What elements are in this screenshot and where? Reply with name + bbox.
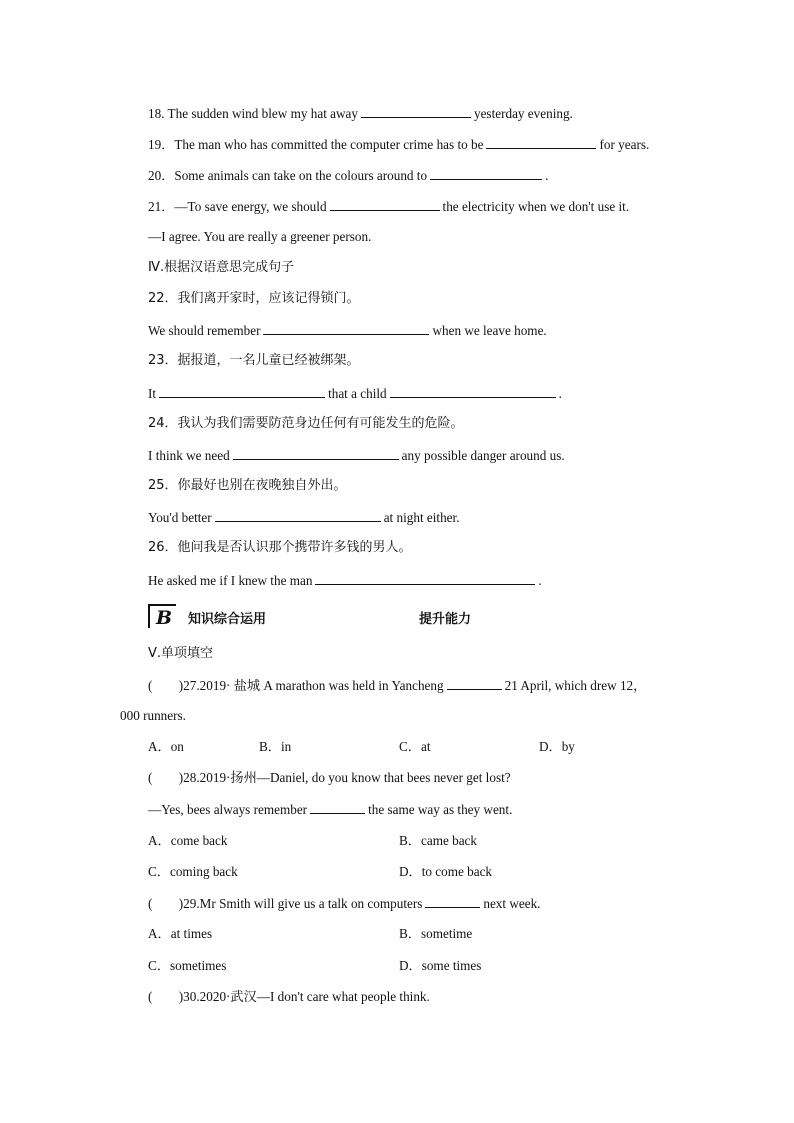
question-23 — [148, 384, 562, 403]
q22-stem: We should remember — [148, 323, 261, 338]
q22-stem-end: when we leave home. — [432, 323, 547, 338]
q28-reply-start: —Yes, bees always remember — [148, 802, 308, 817]
q22-blank[interactable] — [263, 321, 429, 335]
q27-option-c[interactable]: C．at — [399, 739, 431, 754]
section-b-header — [148, 604, 488, 630]
q29-option-c[interactable]: C．sometimes — [148, 958, 227, 973]
q20-blank[interactable] — [430, 166, 542, 180]
q21-stem-end: the electricity when we don't use it. — [442, 199, 630, 214]
q29-stem: 29.Mr Smith will give us a talk on computers — [183, 896, 423, 911]
q27-continuation: 000 runners. — [120, 708, 186, 723]
q27-stem: 27.2019· 盐城 A marathon was held in Yancheng — [183, 678, 444, 693]
q23-chinese: 23．据报道，一名儿童已经被绑架。 — [148, 353, 360, 368]
question-22 — [148, 321, 547, 340]
q28-option-b[interactable]: B．came back — [399, 833, 477, 848]
question-29 — [148, 894, 540, 913]
q22-chinese: 22．我们离开家时，应该记得锁门。 — [148, 291, 360, 306]
q24-stem-end: any possible danger around us. — [401, 448, 565, 463]
q21-blank[interactable] — [330, 197, 440, 211]
q29-option-d[interactable]: D．some times — [399, 958, 482, 973]
q29-stem-end: next week. — [483, 896, 541, 911]
q28-option-a[interactable]: A．come back — [148, 833, 228, 848]
q23-stem-end: . — [558, 386, 562, 401]
q27-option-d[interactable]: D．by — [539, 739, 575, 754]
section-b-badge-icon: B — [148, 604, 176, 628]
q20-stem: 20．Some animals can take on the colours around to — [148, 168, 428, 183]
q26-chinese: 26．他问我是否认识那个携带许多钱的男人。 — [148, 540, 412, 555]
question-19 — [148, 135, 649, 154]
q18-stem-end: yesterday evening. — [473, 106, 573, 121]
q28-blank[interactable] — [310, 800, 365, 814]
section-5-title: Ⅴ.单项填空 — [148, 646, 214, 661]
question-21 — [148, 197, 629, 216]
q27-answer-paren[interactable]: ( ) — [148, 678, 184, 693]
q18-blank[interactable] — [361, 104, 471, 118]
q18-stem: 18. The sudden wind blew my hat away — [148, 106, 358, 121]
question-26 — [148, 571, 542, 590]
q29-option-a[interactable]: A．at times — [148, 926, 213, 941]
q27-blank[interactable] — [447, 676, 502, 690]
q23-blank-2[interactable] — [390, 384, 556, 398]
q25-stem: You'd better — [148, 510, 212, 525]
q21-stem: 21．—To save energy, we should — [148, 199, 327, 214]
q25-chinese: 25．你最好也别在夜晚独自外出。 — [148, 478, 347, 493]
q24-chinese: 24．我认为我们需要防范身边任何有可能发生的危险。 — [148, 416, 464, 431]
q26-stem-end: . — [538, 573, 542, 588]
q19-stem-end: for years. — [599, 137, 650, 152]
q28-option-d[interactable]: D．to come back — [399, 864, 493, 879]
q28-option-c[interactable]: C．coming back — [148, 864, 238, 879]
question-27 — [148, 676, 646, 695]
q28-stem: 28.2019·扬州—Daniel, do you know that bees never get lost? — [183, 770, 511, 785]
q26-stem: He asked me if I knew the man — [148, 573, 313, 588]
q23-stem-mid: that a child — [328, 386, 387, 401]
q21-reply: —I agree. You are really a greener person. — [148, 229, 372, 244]
q20-stem-end: . — [545, 168, 549, 183]
q25-blank[interactable] — [215, 508, 381, 522]
q28-reply-end: the same way as they went. — [368, 802, 513, 817]
q30-answer-paren[interactable]: ( ) — [148, 989, 184, 1004]
q29-blank[interactable] — [425, 894, 480, 908]
q24-stem: I think we need — [148, 448, 230, 463]
question-24 — [148, 446, 565, 465]
q29-answer-paren[interactable]: ( ) — [148, 896, 184, 911]
q28-reply — [148, 800, 512, 819]
q25-stem-end: at night either. — [383, 510, 460, 525]
q28-answer-paren[interactable]: ( ) — [148, 770, 184, 785]
section-4-title: Ⅳ.根据汉语意思完成句子 — [148, 260, 295, 275]
q27-option-a[interactable]: A．on — [148, 739, 184, 754]
q19-blank[interactable] — [486, 135, 596, 149]
section-b-title: 知识综合运用 — [188, 612, 267, 627]
question-25 — [148, 508, 460, 527]
q27-stem-end: 21 April, which drew 12， — [504, 678, 647, 693]
q29-option-b[interactable]: B．sometime — [399, 926, 473, 941]
q23-stem: It — [148, 386, 157, 401]
q23-blank-1[interactable] — [159, 384, 325, 398]
q26-blank[interactable] — [315, 571, 535, 585]
section-b-subtitle: 提升能力 — [419, 612, 472, 627]
question-20 — [148, 166, 548, 185]
q30-stem: 30.2020·武汉—I don't care what people think. — [183, 989, 430, 1004]
question-28 — [148, 769, 511, 787]
question-30 — [148, 988, 430, 1006]
q19-stem: 19．The man who has committed the computer crime has to be — [148, 137, 484, 152]
q24-blank[interactable] — [233, 446, 399, 460]
q27-option-b[interactable]: B．in — [259, 739, 292, 754]
question-18 — [148, 104, 573, 123]
